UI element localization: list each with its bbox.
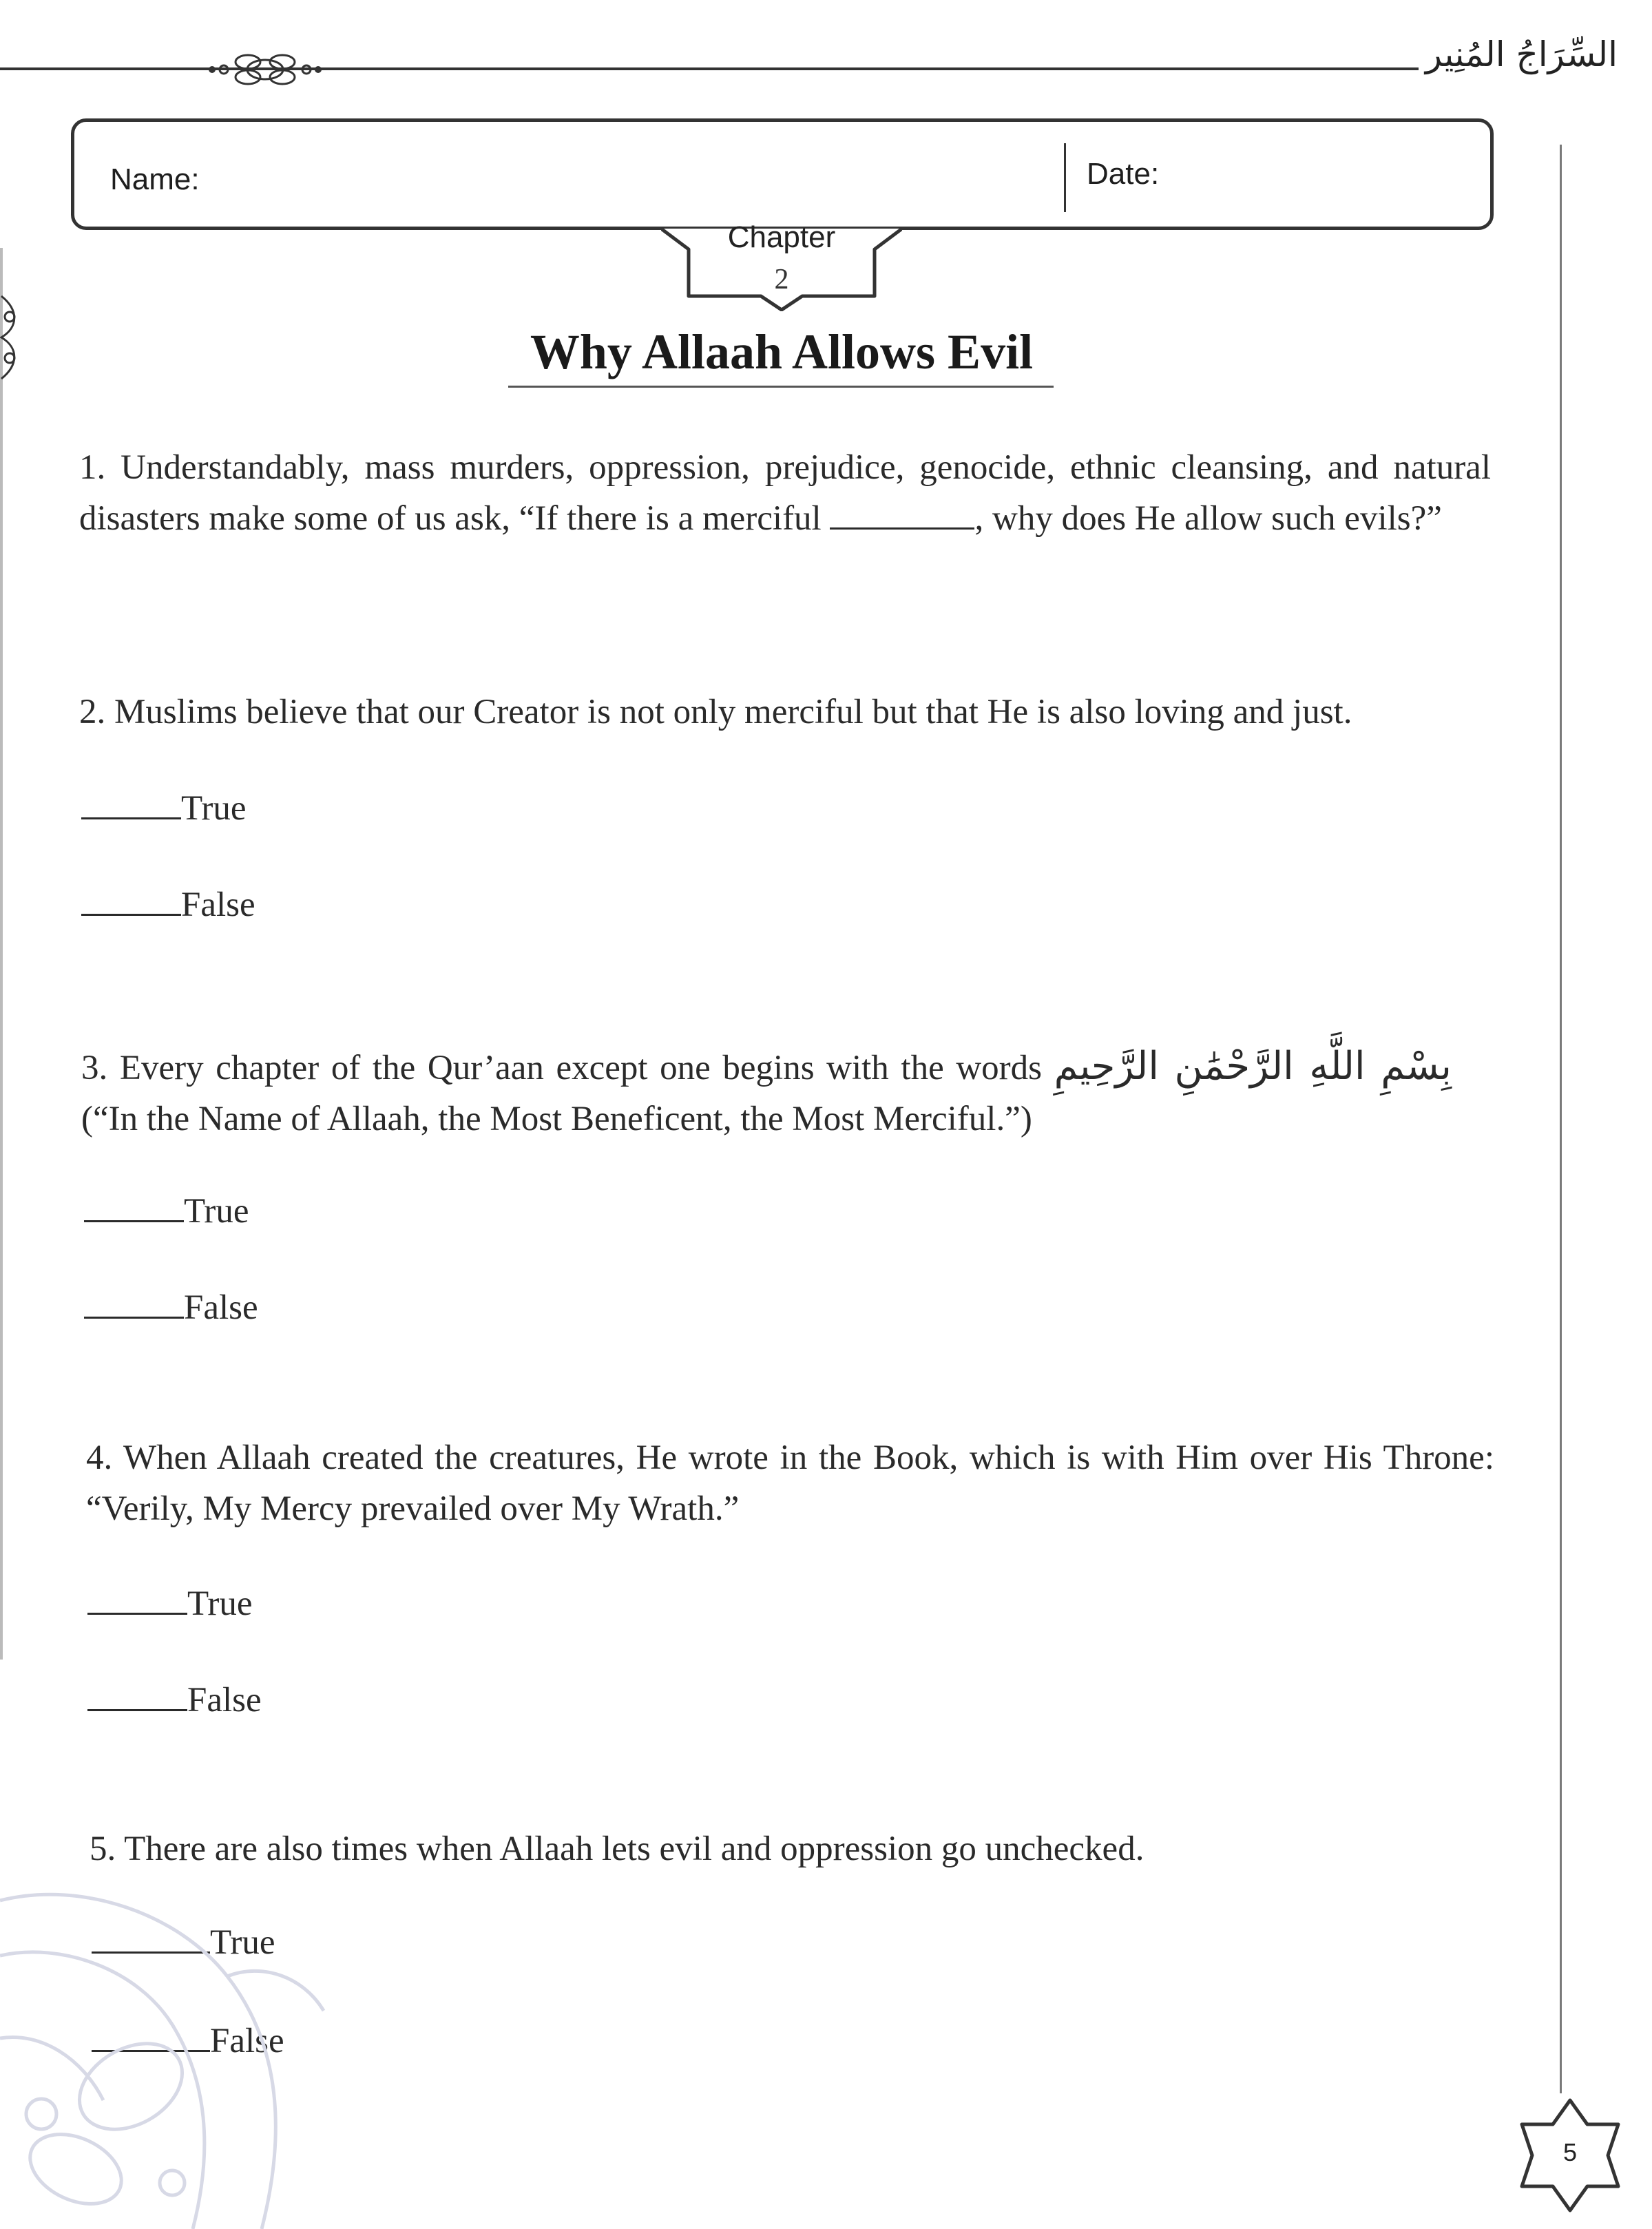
option-label: True: [184, 1192, 249, 1231]
question-3-option-true[interactable]: [84, 1191, 249, 1231]
question-5: 5. There are also times when Allaah lets evil and oppression go unchecked.: [90, 1830, 1144, 1868]
page-number: 5: [1562, 2138, 1578, 2166]
question-4-option-true[interactable]: [87, 1584, 252, 1624]
date-divider: [1064, 143, 1066, 212]
answer-blank[interactable]: [81, 907, 181, 916]
answer-blank[interactable]: [84, 1310, 184, 1319]
option-label: False: [184, 1288, 258, 1327]
question-1-blank[interactable]: [830, 521, 974, 530]
option-label: True: [181, 789, 247, 828]
question-2-option-true[interactable]: [81, 788, 246, 828]
left-edge-rule: [0, 248, 3, 1660]
question-3-text-before: 3. Every chapter of the Qur’aan except one begins with the words: [81, 1049, 1054, 1087]
question-1-text-after: , why does He allow such evils?”: [974, 499, 1442, 538]
book-title: السِّرَاجُ المُنِير: [1425, 34, 1618, 74]
name-date-box: [71, 118, 1494, 230]
answer-blank[interactable]: [84, 1213, 184, 1222]
answer-blank[interactable]: [87, 1606, 187, 1615]
option-label: True: [210, 1923, 275, 1962]
header-ornament-icon: [200, 48, 331, 91]
page-title: Why Allaah Allows Evil: [530, 324, 1034, 379]
question-4-option-false[interactable]: [87, 1680, 262, 1720]
question-3: [81, 1041, 1452, 1144]
name-label: Name:: [110, 163, 200, 196]
option-label: True: [187, 1584, 253, 1623]
title-underline: [508, 386, 1054, 388]
question-1: [79, 442, 1491, 544]
right-margin-rule: [1560, 145, 1562, 2093]
option-label: False: [210, 2022, 284, 2060]
chapter-number: 2: [774, 264, 789, 295]
question-2: 2. Muslims believe that our Creator is not only merciful but that He is also loving and just.: [79, 693, 1352, 731]
chapter-label: Chapter: [727, 220, 836, 254]
option-label: False: [187, 1681, 262, 1719]
option-label: False: [181, 886, 255, 924]
question-2-option-false[interactable]: [81, 885, 255, 925]
question-4: 4. When Allaah created the creatures, He wrote in the Book, which is with Him over His Throne: “Verily, My Mercy prevailed over My Wrath.”: [86, 1438, 1494, 1528]
answer-blank[interactable]: [87, 1702, 187, 1711]
question-3-option-false[interactable]: [84, 1288, 258, 1328]
date-label: Date:: [1087, 157, 1160, 191]
answer-blank[interactable]: [81, 810, 181, 819]
question-1-text-before: 1. Understandably, mass murders, oppression, prejudice, genocide, ethnic cleansing, and natural disasters make some of us ask, “If there is a merciful: [79, 448, 1491, 538]
decorative-flourish-icon: [0, 1859, 358, 2229]
question-3-text-after: (“In the Name of Allaah, the Most Beneficent, the Most Merciful.”): [81, 1100, 1032, 1138]
basmala: بِسْمِ اللَّهِ الرَّحْمَٰنِ الرَّحِيمِ: [1054, 1044, 1452, 1089]
